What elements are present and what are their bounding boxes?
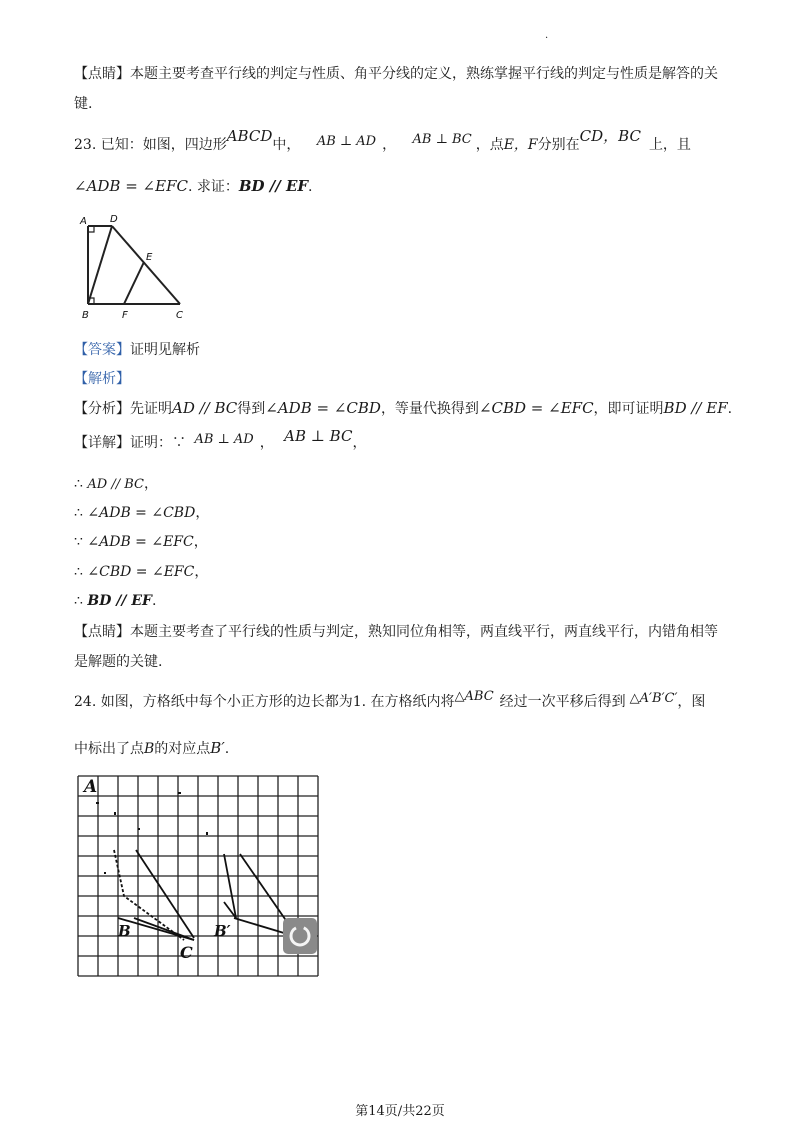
label-d: D — [110, 214, 118, 225]
question-23-line-2: ∠ADB = ∠EFC. 求证：BD // EF. — [74, 177, 313, 195]
segment-ef — [124, 262, 144, 304]
xiangjie-line: 【详解】证明：∵ AB ⊥ AD ， AB ⊥ BC， — [74, 427, 367, 451]
answer-line: 【答案】证明见解析 — [74, 342, 200, 358]
corner-mark: . — [545, 30, 549, 41]
segment-bc-2 — [134, 918, 194, 940]
figure-grid — [74, 772, 320, 984]
question-23-line-1: 23. 已知：如图，四边形ABCD中， AB ⊥ AD ， AB ⊥ BC ，点E，F分别在CD，BC 上，且 — [74, 127, 691, 153]
label-b: B — [118, 922, 131, 940]
dianjing-paragraph-2: 【点睛】本题主要考查了平行线的性质与判定，熟知同位角相等，两直线平行，两直线平行，内错角相等 — [74, 624, 718, 640]
label-c: C — [180, 943, 193, 962]
dianjing-paragraph-1-cont: 键. — [74, 96, 93, 112]
segment-dc — [112, 226, 180, 304]
analysis-tag: 【解析】 — [74, 371, 130, 387]
grid-lines — [78, 776, 318, 976]
label-b-prime: B′ — [214, 922, 231, 940]
label-c: C — [176, 310, 183, 321]
marker-box — [283, 918, 317, 954]
question-24-line-1: 24. 如图，方格纸中每个小正方形的边长都为1. 在方格纸内将△ABC 经过一次平移后得到 △A′B′C′，图 — [74, 689, 706, 710]
fenxi-line: 【分析】先证明AD // BC得到∠ADB = ∠CBD，等量代换得到∠CBD = ∠EFC，即可证明BD // EF. — [74, 399, 733, 417]
label-a: A — [84, 777, 98, 797]
dianjing-paragraph-2-cont: 是解题的关键. — [74, 654, 163, 670]
step-1: ∴ AD // BC， — [74, 476, 158, 492]
label-f: F — [122, 310, 128, 321]
figure-quadrilateral — [78, 212, 198, 322]
segment-bd — [88, 226, 112, 304]
step-5: ∴ BD // EF. — [74, 593, 157, 609]
label-e: E — [146, 252, 153, 263]
dianjing-paragraph-1: 【点睛】本题主要考查平行线的判定与性质、角平分线的定义，熟练掌握平行线的判定与性质是解答的关 — [74, 66, 718, 82]
page-footer: 第14页/共22页 — [355, 1104, 445, 1119]
step-3: ∵ ∠ADB = ∠EFC， — [74, 534, 208, 550]
label-a: A — [80, 216, 87, 227]
step-2: ∴ ∠ADB = ∠CBD， — [74, 505, 210, 521]
question-24-line-2: 中标出了点B的对应点B′. — [74, 739, 230, 757]
scan-specks — [96, 792, 208, 874]
segment-a2b2 — [224, 854, 236, 918]
label-b: B — [82, 310, 89, 321]
step-4: ∴ ∠CBD = ∠EFC， — [74, 564, 209, 580]
